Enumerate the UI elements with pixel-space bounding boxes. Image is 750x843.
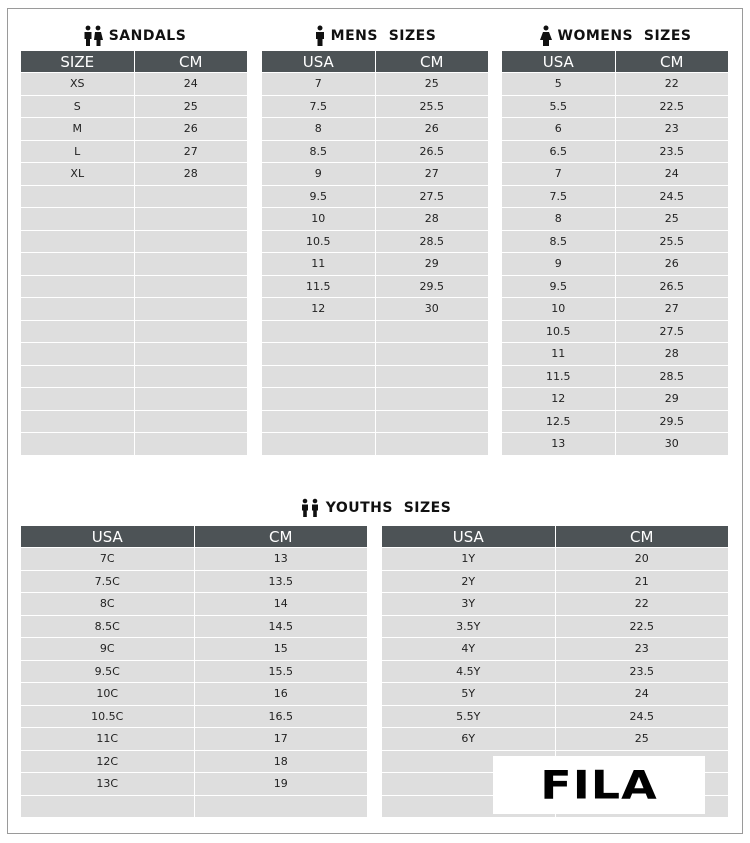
cm-cell: 22.5 <box>615 95 729 118</box>
youths-right-header-usa: USA <box>382 526 556 548</box>
size-cell: 7 <box>262 73 376 96</box>
size-cell: 9C <box>21 638 195 661</box>
size-cell <box>21 343 135 366</box>
table-row <box>21 365 248 388</box>
table-row <box>502 365 729 388</box>
table-row <box>21 433 248 456</box>
table-row <box>21 163 248 186</box>
table-row <box>502 388 729 411</box>
size-cell <box>21 795 195 818</box>
cm-cell <box>134 388 248 411</box>
size-cell <box>262 320 376 343</box>
cm-cell: 24.5 <box>555 705 729 728</box>
size-cell <box>21 230 135 253</box>
table-row <box>21 253 248 276</box>
cm-cell <box>134 298 248 321</box>
table-row <box>21 410 248 433</box>
size-cell: 8 <box>262 118 376 141</box>
cm-cell: 24.5 <box>615 185 729 208</box>
children-icon <box>299 498 321 518</box>
size-cell: 9 <box>502 253 616 276</box>
table-row <box>21 593 368 616</box>
cm-cell: 25.5 <box>375 95 489 118</box>
cm-cell: 18 <box>194 750 368 773</box>
table-row <box>382 728 729 751</box>
cm-cell: 28 <box>615 343 729 366</box>
cm-cell: 26 <box>375 118 489 141</box>
sandals-table <box>20 50 248 456</box>
cm-cell: 23 <box>615 118 729 141</box>
size-cell: 9.5C <box>21 660 195 683</box>
size-cell: 8 <box>502 208 616 231</box>
youths-left-header-cm: CM <box>194 526 368 548</box>
table-row <box>382 615 729 638</box>
table-row <box>382 705 729 728</box>
mens-header-cm: CM <box>375 51 489 73</box>
size-cell: L <box>21 140 135 163</box>
table-row <box>502 118 729 141</box>
cm-cell: 19 <box>194 773 368 796</box>
cm-cell: 23 <box>555 638 729 661</box>
table-row <box>21 298 248 321</box>
cm-cell: 25 <box>555 728 729 751</box>
size-cell: 12 <box>262 298 376 321</box>
size-cell: 4.5Y <box>382 660 556 683</box>
table-row <box>21 343 248 366</box>
table-row <box>21 660 368 683</box>
cm-cell: 28.5 <box>375 230 489 253</box>
table-row <box>382 638 729 661</box>
table-row <box>382 660 729 683</box>
cm-cell <box>134 410 248 433</box>
table-row <box>21 230 248 253</box>
table-row <box>502 185 729 208</box>
size-cell: M <box>21 118 135 141</box>
table-row <box>262 118 489 141</box>
cm-cell: 25 <box>615 208 729 231</box>
cm-cell: 15 <box>194 638 368 661</box>
cm-cell: 29 <box>615 388 729 411</box>
size-cell <box>21 253 135 276</box>
size-cell: 6 <box>502 118 616 141</box>
table-row <box>262 253 489 276</box>
cm-cell <box>134 275 248 298</box>
sandals-title <box>20 25 248 47</box>
youths-title <box>20 497 730 519</box>
cm-cell: 25 <box>134 95 248 118</box>
table-row <box>502 73 729 96</box>
mens-title <box>261 25 489 47</box>
table-row <box>262 433 489 456</box>
table-row <box>262 388 489 411</box>
table-row <box>502 433 729 456</box>
size-cell: 12.5 <box>502 410 616 433</box>
cm-cell: 26.5 <box>615 275 729 298</box>
size-cell: 5 <box>502 73 616 96</box>
table-row <box>502 298 729 321</box>
table-row <box>262 208 489 231</box>
cm-cell: 27 <box>615 298 729 321</box>
size-cell <box>262 433 376 456</box>
table-row <box>502 95 729 118</box>
size-cell: 9.5 <box>262 185 376 208</box>
table-row <box>262 140 489 163</box>
mens-title-text: MENS SIZES <box>330 28 437 44</box>
table-row <box>21 773 368 796</box>
size-cell <box>21 433 135 456</box>
cm-cell <box>134 320 248 343</box>
womens-header-usa: USA <box>502 51 616 73</box>
cm-cell: 25.5 <box>615 230 729 253</box>
cm-cell <box>375 365 489 388</box>
cm-cell: 24 <box>615 163 729 186</box>
cm-cell: 24 <box>134 73 248 96</box>
cm-cell: 20 <box>555 548 729 571</box>
cm-cell <box>375 320 489 343</box>
size-cell: XL <box>21 163 135 186</box>
table-row <box>502 410 729 433</box>
size-cell: 8C <box>21 593 195 616</box>
cm-cell <box>194 795 368 818</box>
mens-table <box>261 50 489 456</box>
cm-cell: 14 <box>194 593 368 616</box>
cm-cell <box>134 365 248 388</box>
size-cell <box>21 388 135 411</box>
youths-table-left <box>20 525 368 818</box>
cm-cell <box>375 410 489 433</box>
table-row <box>502 343 729 366</box>
size-cell: 7.5 <box>262 95 376 118</box>
size-cell: 2Y <box>382 570 556 593</box>
cm-cell <box>375 343 489 366</box>
mens-header-usa: USA <box>262 51 376 73</box>
table-row <box>21 750 368 773</box>
size-cell: 12C <box>21 750 195 773</box>
cm-cell: 15.5 <box>194 660 368 683</box>
woman-icon <box>539 25 553 47</box>
size-cell: 11 <box>262 253 376 276</box>
womens-title-text: WOMENS SIZES <box>557 28 692 44</box>
cm-cell <box>375 433 489 456</box>
sandals-title-text: SANDALS <box>108 28 187 44</box>
size-cell: 11.5 <box>262 275 376 298</box>
cm-cell: 29 <box>375 253 489 276</box>
youths-left-header-usa: USA <box>21 526 195 548</box>
cm-cell <box>134 208 248 231</box>
size-cell <box>21 275 135 298</box>
cm-cell: 26 <box>134 118 248 141</box>
cm-cell: 30 <box>615 433 729 456</box>
cm-cell: 22 <box>555 593 729 616</box>
size-cell: 10 <box>502 298 616 321</box>
cm-cell <box>134 343 248 366</box>
size-cell: XS <box>21 73 135 96</box>
cm-cell: 27.5 <box>615 320 729 343</box>
table-row <box>21 705 368 728</box>
table-row <box>262 230 489 253</box>
size-cell: 1Y <box>382 548 556 571</box>
table-row <box>21 95 248 118</box>
cm-cell: 28 <box>375 208 489 231</box>
table-row <box>502 253 729 276</box>
cm-cell <box>375 388 489 411</box>
size-cell: 3Y <box>382 593 556 616</box>
size-cell: 7C <box>21 548 195 571</box>
table-row <box>21 683 368 706</box>
table-row <box>21 388 248 411</box>
size-cell: 6.5 <box>502 140 616 163</box>
table-row <box>262 343 489 366</box>
size-cell: 11 <box>502 343 616 366</box>
cm-cell: 16 <box>194 683 368 706</box>
table-row <box>21 185 248 208</box>
size-cell: S <box>21 95 135 118</box>
table-row <box>21 615 368 638</box>
cm-cell <box>134 185 248 208</box>
cm-cell: 27 <box>375 163 489 186</box>
cm-cell: 21 <box>555 570 729 593</box>
cm-cell: 22.5 <box>555 615 729 638</box>
cm-cell: 13 <box>194 548 368 571</box>
size-cell: 10.5 <box>262 230 376 253</box>
size-cell: 10C <box>21 683 195 706</box>
cm-cell: 25 <box>375 73 489 96</box>
size-cell: 5.5Y <box>382 705 556 728</box>
table-row <box>382 593 729 616</box>
youths-title-text: YOUTHS SIZES <box>325 500 452 516</box>
size-cell: 6Y <box>382 728 556 751</box>
size-cell: 9.5 <box>502 275 616 298</box>
couple-icon <box>82 25 104 47</box>
size-cell: 13C <box>21 773 195 796</box>
table-row <box>21 208 248 231</box>
cm-cell: 26 <box>615 253 729 276</box>
table-row <box>502 163 729 186</box>
youths-right-header-cm: CM <box>555 526 729 548</box>
cm-cell: 13.5 <box>194 570 368 593</box>
table-row <box>21 73 248 96</box>
table-row <box>262 275 489 298</box>
sandals-header-cm: CM <box>134 51 248 73</box>
cm-cell: 17 <box>194 728 368 751</box>
sandals-header-size: SIZE <box>21 51 135 73</box>
size-cell: 7.5 <box>502 185 616 208</box>
cm-cell: 30 <box>375 298 489 321</box>
size-cell: 8.5C <box>21 615 195 638</box>
cm-cell: 24 <box>555 683 729 706</box>
cm-cell: 27 <box>134 140 248 163</box>
womens-header-cm: CM <box>615 51 729 73</box>
man-icon <box>314 25 326 47</box>
fila-logo <box>493 756 705 814</box>
cm-cell: 23.5 <box>615 140 729 163</box>
table-row <box>502 208 729 231</box>
size-cell: 11C <box>21 728 195 751</box>
table-row <box>21 548 368 571</box>
table-row <box>382 683 729 706</box>
table-row <box>502 230 729 253</box>
table-row <box>21 320 248 343</box>
cm-cell: 28.5 <box>615 365 729 388</box>
cm-cell <box>134 230 248 253</box>
cm-cell <box>134 433 248 456</box>
table-row <box>502 140 729 163</box>
cm-cell: 22 <box>615 73 729 96</box>
cm-cell: 14.5 <box>194 615 368 638</box>
womens-title <box>501 25 729 47</box>
cm-cell: 27.5 <box>375 185 489 208</box>
size-cell: 12 <box>502 388 616 411</box>
table-row <box>502 320 729 343</box>
table-row <box>262 163 489 186</box>
cm-cell <box>134 253 248 276</box>
size-cell: 7 <box>502 163 616 186</box>
table-row <box>21 118 248 141</box>
table-row <box>21 140 248 163</box>
size-cell <box>21 320 135 343</box>
size-cell: 8.5 <box>502 230 616 253</box>
table-row <box>262 365 489 388</box>
table-row <box>262 95 489 118</box>
cm-cell: 16.5 <box>194 705 368 728</box>
table-row <box>21 570 368 593</box>
cm-cell: 26.5 <box>375 140 489 163</box>
table-row <box>21 795 368 818</box>
size-cell: 9 <box>262 163 376 186</box>
size-cell: 10.5C <box>21 705 195 728</box>
table-row <box>262 73 489 96</box>
size-cell: 8.5 <box>262 140 376 163</box>
table-row <box>21 728 368 751</box>
size-cell <box>21 298 135 321</box>
size-cell <box>262 410 376 433</box>
cm-cell: 29.5 <box>375 275 489 298</box>
size-cell: 10 <box>262 208 376 231</box>
size-cell <box>262 343 376 366</box>
size-cell: 4Y <box>382 638 556 661</box>
cm-cell: 28 <box>134 163 248 186</box>
table-row <box>502 275 729 298</box>
size-cell: 13 <box>502 433 616 456</box>
cm-cell: 23.5 <box>555 660 729 683</box>
size-cell <box>21 410 135 433</box>
size-cell: 5.5 <box>502 95 616 118</box>
size-cell <box>262 388 376 411</box>
size-cell <box>262 365 376 388</box>
cm-cell: 29.5 <box>615 410 729 433</box>
table-row <box>21 275 248 298</box>
size-cell: 10.5 <box>502 320 616 343</box>
table-row <box>21 638 368 661</box>
table-row <box>262 320 489 343</box>
size-cell: 5Y <box>382 683 556 706</box>
size-cell <box>21 208 135 231</box>
size-cell <box>21 365 135 388</box>
table-row <box>382 570 729 593</box>
fila-logo-text: FILA <box>540 762 658 808</box>
womens-table <box>501 50 729 456</box>
table-row <box>262 410 489 433</box>
size-cell: 3.5Y <box>382 615 556 638</box>
size-cell: 7.5C <box>21 570 195 593</box>
table-row <box>262 185 489 208</box>
table-row <box>262 298 489 321</box>
size-cell <box>21 185 135 208</box>
size-cell: 11.5 <box>502 365 616 388</box>
table-row <box>382 548 729 571</box>
